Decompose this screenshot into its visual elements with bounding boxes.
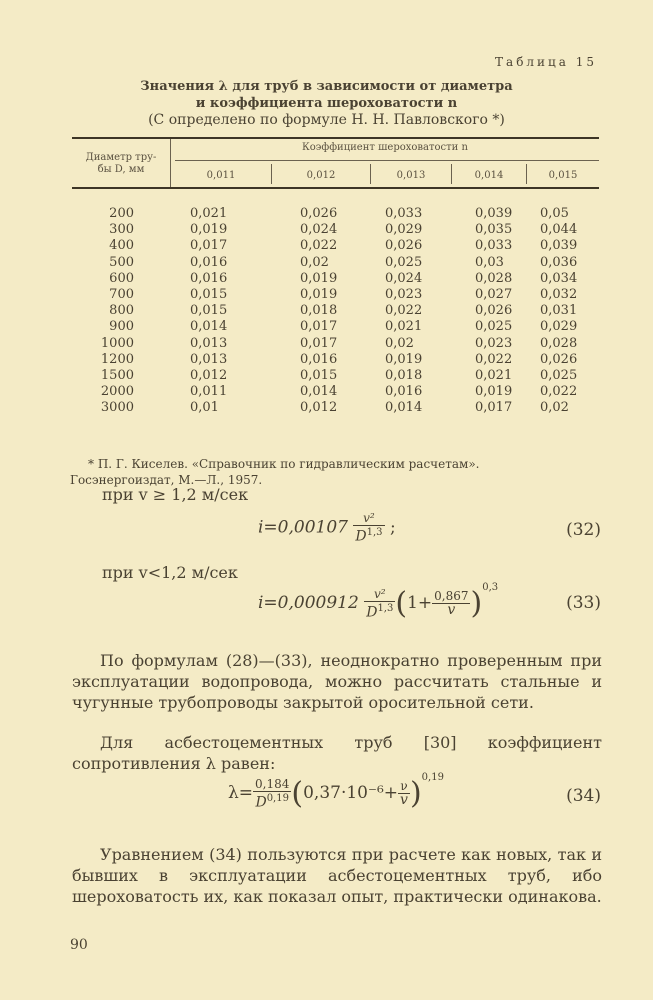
cell-lambda: 0,021: [190, 206, 228, 221]
cell-lambda: 0,039: [475, 206, 513, 221]
cell-lambda: 0,02: [385, 335, 414, 351]
footnote-line2: Госэнергоиздат, М.—Л., 1957.: [70, 473, 263, 487]
cell-lambda: 0,026: [300, 206, 338, 221]
header-n: 0,011: [206, 170, 236, 181]
cell-lambda: 0,033: [475, 238, 513, 254]
cell-lambda: 0,036: [540, 254, 578, 270]
table-row: [0, 384, 653, 400]
cell-lambda: 0,022: [300, 238, 338, 254]
eq34-iden: v: [400, 792, 408, 808]
paren-open: (: [395, 586, 408, 621]
header-n: 0,015: [548, 170, 578, 181]
eq32-tail: ;: [389, 517, 396, 538]
eq34-exp: 0,19: [421, 772, 444, 783]
header-diameter-l1: Диаметр тру-: [85, 152, 157, 163]
eq32-num: v²: [353, 512, 384, 526]
cell-lambda: 0,028: [475, 270, 513, 286]
cell-lambda: 0,027: [475, 287, 513, 302]
cell-diameter: 1000: [100, 335, 134, 351]
cell-lambda: 0,016: [190, 270, 228, 286]
equation-32-number: (32): [566, 520, 601, 540]
eq33-num: v²: [364, 588, 395, 602]
eq33-exp: 0,3: [482, 582, 499, 593]
cell-lambda: 0,026: [385, 238, 423, 254]
cell-lambda: 0,013: [190, 335, 228, 351]
cell-lambda: 0,021: [385, 319, 423, 335]
cell-lambda: 0,019: [300, 270, 338, 286]
header-group: Коэффициент шероховатости n: [302, 142, 468, 153]
cell-lambda: 0,017: [190, 238, 228, 254]
eq34-inner: 0,37·10⁻⁶+: [303, 783, 399, 803]
table-caption-line1: Значения λ для труб в зависимости от диаметра: [140, 79, 513, 94]
table-row: [0, 271, 653, 287]
footnote-line1: * П. Г. Киселев. «Справочник по гидравлическим расчетам».: [88, 457, 480, 471]
table-caption-line3: (C определено по формуле Н. Н. Павловского *): [148, 112, 505, 128]
eq34-num: 0,184: [255, 776, 290, 791]
cell-lambda: 0,016: [385, 384, 423, 400]
cell-lambda: 0,014: [300, 384, 338, 400]
header-diameter-l2: бы D, мм: [97, 164, 145, 175]
table-row: [0, 206, 653, 222]
cell-lambda: 0,026: [540, 351, 578, 367]
cell-diameter: 900: [109, 319, 134, 335]
cell-lambda: 0,044: [540, 222, 578, 238]
table-row: [0, 287, 653, 303]
equation-33: [258, 582, 498, 621]
cell-diameter: 300: [109, 222, 134, 238]
cell-lambda: 0,029: [540, 319, 578, 335]
cell-lambda: 0,015: [190, 287, 228, 302]
table-row: [0, 319, 653, 335]
cell-lambda: 0,021: [475, 368, 513, 383]
equation-32: [258, 512, 396, 544]
cell-diameter: 200: [109, 206, 134, 221]
paragraph-3: Уравнением (34) пользуются при расчете как новых, так и бывших в эксплуатации асбестоцементных труб, ибо шероховатость их, как показал опыт, практически одинакова.: [72, 845, 602, 906]
cell-lambda: 0,024: [300, 222, 338, 238]
cell-lambda: 0,026: [475, 303, 513, 319]
table-row: [0, 222, 653, 238]
cell-lambda: 0,02: [540, 400, 569, 416]
cell-lambda: 0,014: [385, 400, 423, 416]
eq33-den-exp: 1,3: [377, 602, 394, 614]
cell-lambda: 0,022: [475, 351, 513, 367]
cell-lambda: 0,031: [540, 303, 578, 319]
cell-lambda: 0,013: [190, 351, 228, 367]
cell-lambda: 0,022: [385, 303, 423, 319]
table-row: [0, 255, 653, 271]
eq33-inum: 0,867: [434, 589, 469, 603]
cell-lambda: 0,025: [475, 319, 513, 335]
cell-lambda: 0,015: [190, 303, 228, 319]
cell-lambda: 0,032: [540, 287, 578, 302]
eq34-den-exp: 0,19: [266, 792, 289, 804]
table-caption-line2: и коэффициента шероховатости n: [195, 96, 458, 111]
cell-diameter: 1500: [100, 368, 134, 383]
cell-diameter: 800: [109, 303, 134, 319]
eq33-inner: 1+: [407, 593, 433, 613]
paren-open: (: [291, 776, 304, 811]
cell-lambda: 0,016: [190, 254, 228, 270]
cell-diameter: 700: [109, 287, 134, 302]
condition-2: при v<1,2 м/сек: [102, 563, 238, 582]
cell-lambda: 0,019: [385, 351, 423, 367]
eq33-inner-fraction: [432, 590, 470, 617]
page-number: 90: [70, 937, 88, 953]
paragraph-2: Для асбестоцементных труб [30] коэффициент сопротивления λ равен:: [72, 733, 602, 773]
cell-lambda: 0,019: [300, 287, 338, 302]
paren-close: ): [409, 776, 422, 811]
cell-lambda: 0,014: [190, 319, 228, 335]
table-row: [0, 352, 653, 368]
eq34-fraction: [253, 778, 291, 810]
eq33-den: D: [366, 604, 378, 621]
paren-close: ): [470, 586, 483, 621]
cell-lambda: 0,035: [475, 222, 513, 238]
cell-lambda: 0,012: [300, 400, 338, 416]
cell-diameter: 2000: [100, 384, 134, 400]
table-row: [0, 238, 653, 254]
header-n: 0,013: [396, 170, 426, 181]
cell-lambda: 0,017: [300, 335, 338, 351]
cell-lambda: 0,017: [475, 400, 513, 416]
condition-1: при v ≥ 1,2 м/сек: [102, 485, 249, 504]
cell-lambda: 0,017: [300, 319, 338, 335]
cell-lambda: 0,018: [300, 303, 338, 319]
header-n: 0,014: [474, 170, 504, 181]
cell-diameter: 1200: [100, 351, 134, 367]
table-row: [0, 336, 653, 352]
table-number: Таблица 15: [495, 55, 597, 69]
eq34-den: D: [255, 794, 267, 811]
cell-lambda: 0,015: [300, 368, 338, 383]
cell-lambda: 0,023: [385, 287, 423, 302]
table-row: [0, 368, 653, 384]
table-top-rule: [72, 137, 599, 139]
eq32-den-exp: 1,3: [366, 527, 383, 538]
equation-34-number: (34): [566, 786, 601, 806]
eq33-fraction: [364, 588, 395, 620]
cell-diameter: 3000: [100, 400, 134, 416]
eq32-fraction: [353, 512, 384, 544]
cell-lambda: 0,033: [385, 206, 423, 221]
cell-diameter: 600: [109, 270, 134, 286]
header-sub-rule: [175, 160, 599, 161]
cell-lambda: 0,019: [475, 384, 513, 400]
cell-lambda: 0,025: [540, 368, 578, 383]
cell-lambda: 0,039: [540, 238, 578, 254]
eq34-inum: ν: [398, 780, 410, 794]
cell-lambda: 0,022: [540, 384, 578, 400]
cell-lambda: 0,024: [385, 270, 423, 286]
cell-lambda: 0,01: [190, 400, 219, 416]
cell-lambda: 0,03: [475, 254, 504, 270]
cell-lambda: 0,05: [540, 206, 569, 221]
table-row: [0, 303, 653, 319]
cell-lambda: 0,018: [385, 368, 423, 383]
table-header-rule: [72, 187, 599, 189]
cell-lambda: 0,028: [540, 335, 578, 351]
cell-lambda: 0,016: [300, 351, 338, 367]
cell-diameter: 400: [109, 238, 134, 254]
eq34-inner-fraction: [398, 780, 410, 807]
cell-lambda: 0,011: [190, 384, 228, 400]
eq32-den: D: [355, 528, 367, 545]
cell-lambda: 0,02: [300, 254, 329, 270]
paragraph-1: По формулам (28)—(33), неоднократно проверенным при эксплуатации водопровода, можно рассчитать стальные и чугунные трубопроводы закрытой оросительной сети.: [72, 651, 602, 712]
eq34-lhs: λ=: [228, 783, 254, 803]
table-row: [0, 400, 653, 416]
cell-lambda: 0,019: [190, 222, 228, 238]
header-diameter: [72, 152, 170, 176]
header-n: 0,012: [306, 170, 336, 181]
cell-lambda: 0,025: [385, 254, 423, 270]
eq33-iden: v: [447, 602, 456, 618]
cell-lambda: 0,023: [475, 335, 513, 351]
cell-lambda: 0,034: [540, 270, 578, 286]
eq32-lhs: i=0,00107: [258, 517, 348, 538]
cell-diameter: 500: [109, 254, 134, 270]
equation-33-number: (33): [566, 593, 601, 613]
equation-34: [228, 772, 444, 811]
cell-lambda: 0,012: [190, 368, 228, 383]
eq33-lhs: i=0,000912: [258, 593, 359, 613]
cell-lambda: 0,029: [385, 222, 423, 238]
